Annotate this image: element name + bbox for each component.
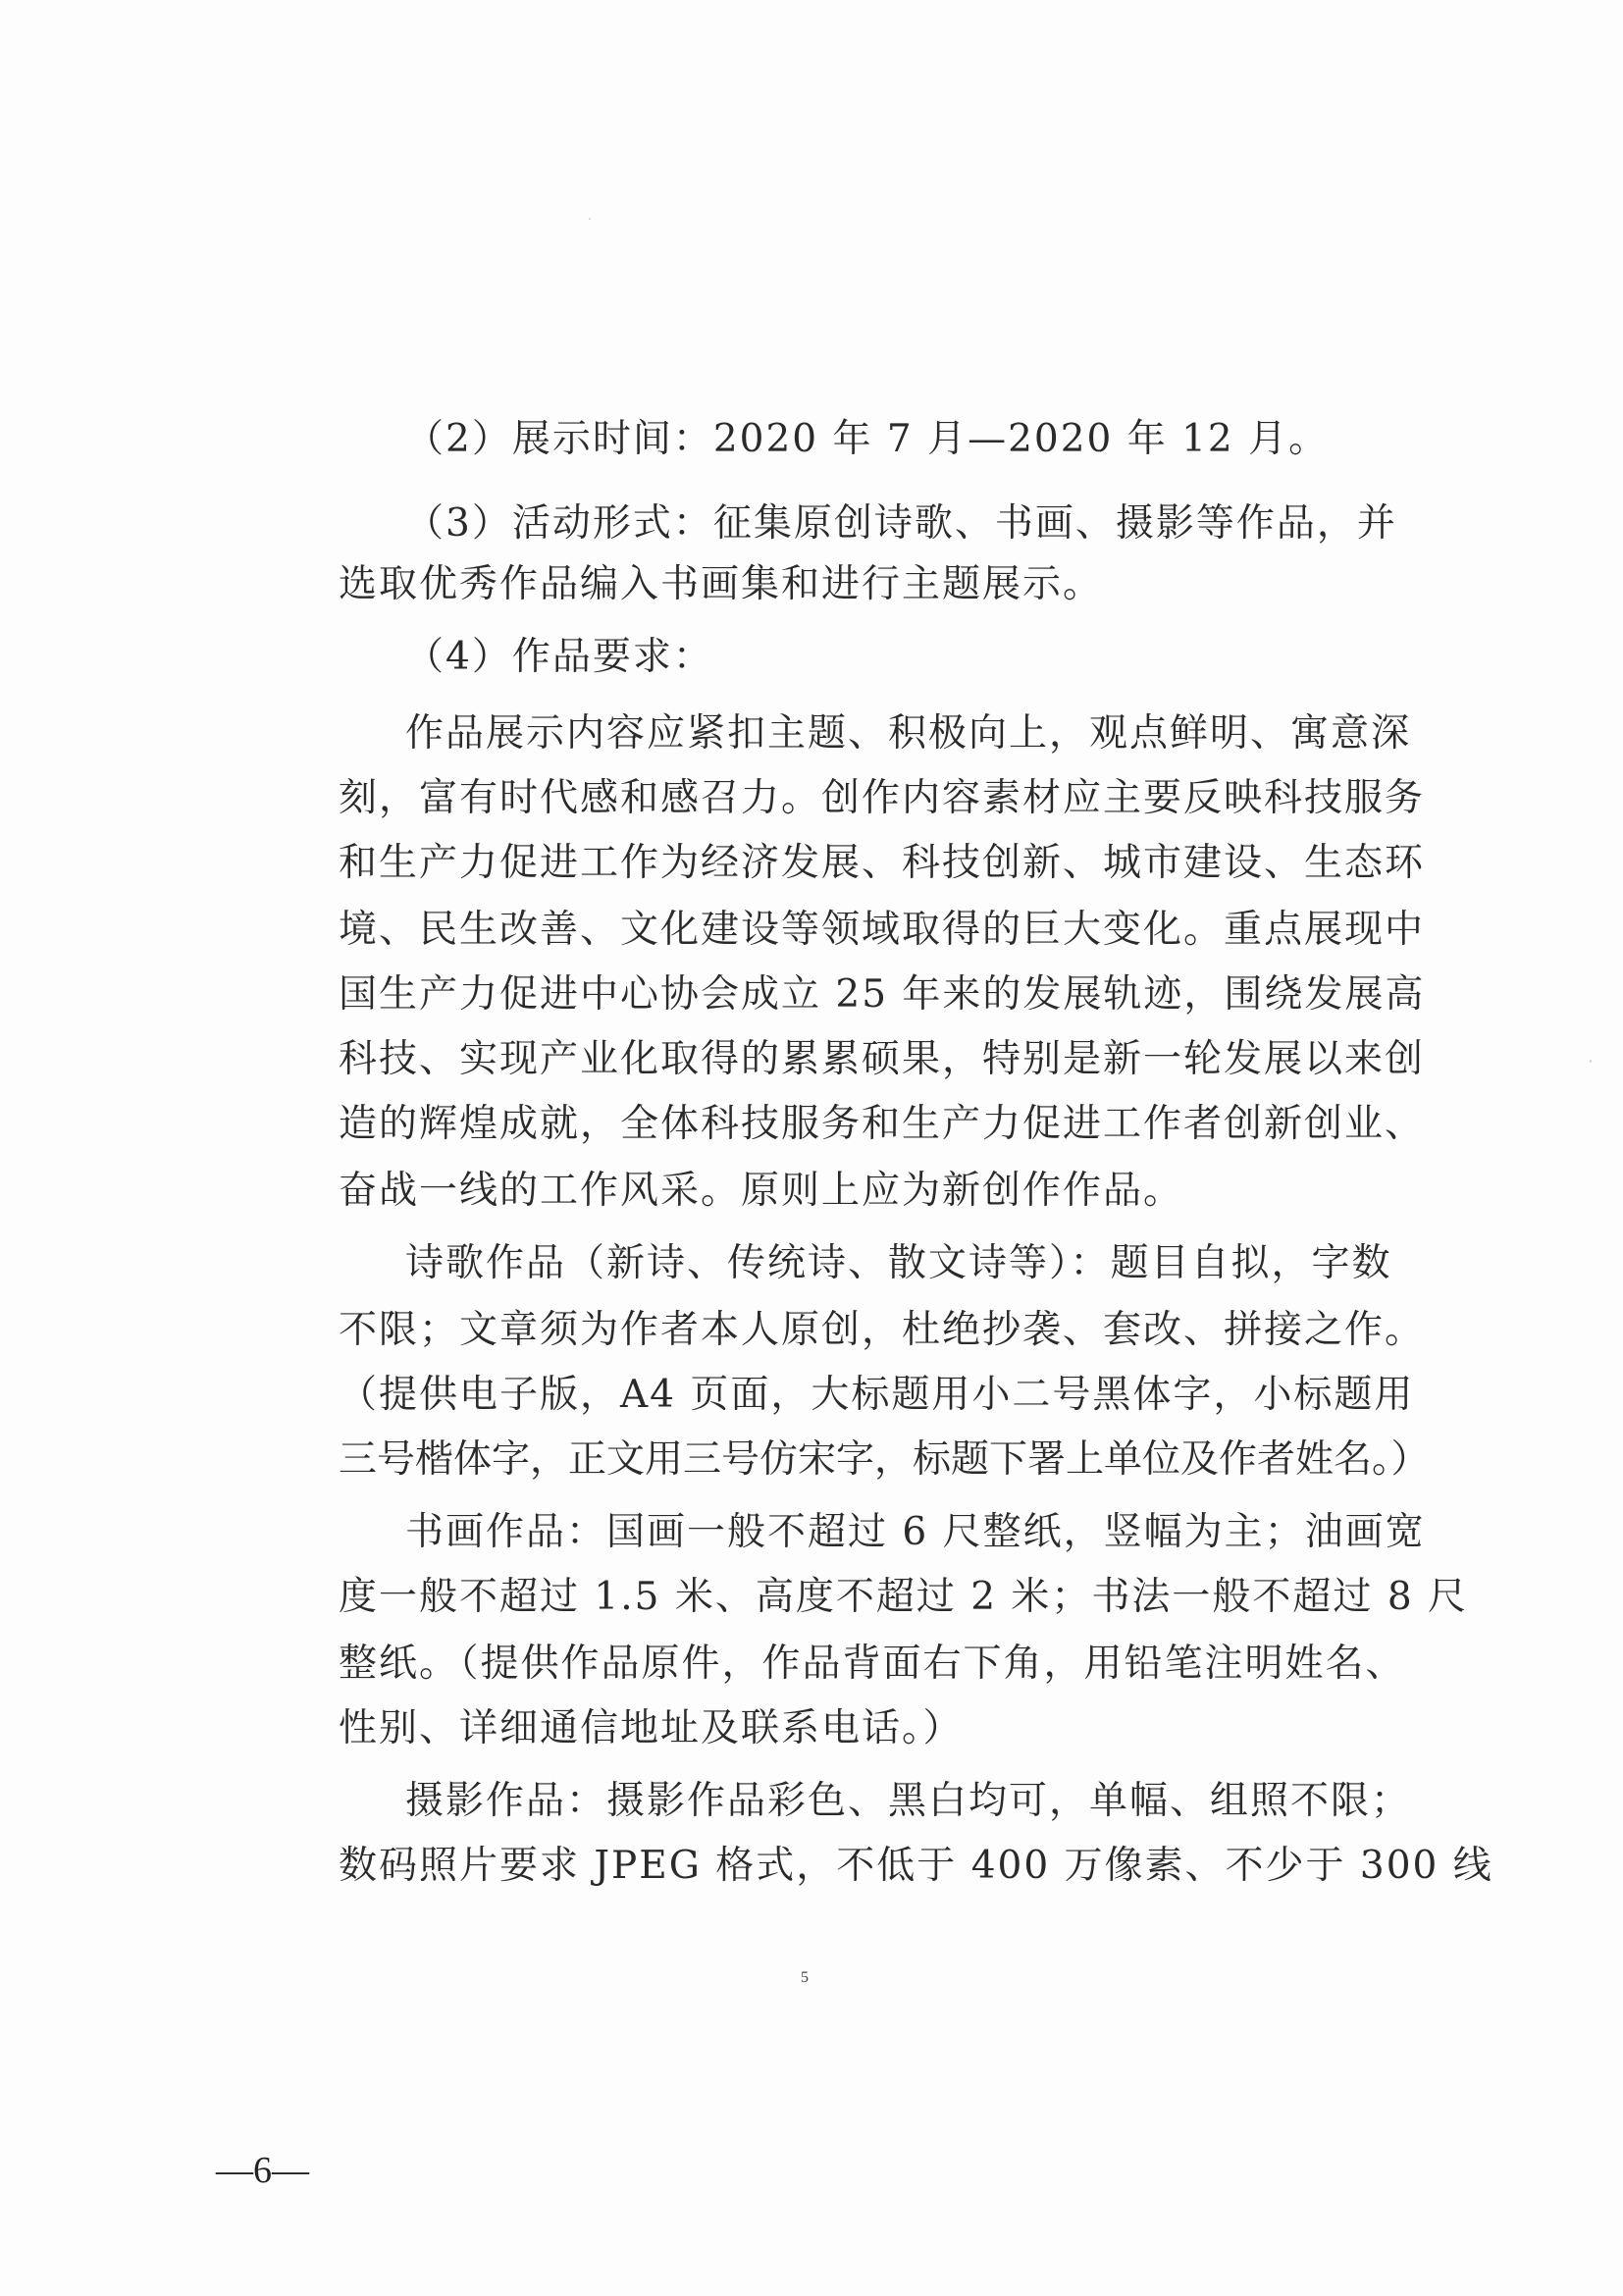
- paragraph-line: 摄影作品：摄影作品彩色、黑白均可，单幅、组照不限；: [405, 1779, 1412, 1823]
- paragraph-line: （4）作品要求：: [405, 635, 713, 679]
- paragraph-line: （提供电子版，A4 页面，大标题用小二号黑体字，小标题用: [339, 1373, 1415, 1417]
- paragraph-line: 三号楷体字，正文用三号仿宋字，标题下署上单位及作者姓名。）: [339, 1437, 1430, 1482]
- scan-speck: [1590, 1060, 1592, 1063]
- outer-page-number: —6—: [216, 2150, 309, 2191]
- paragraph-line: 科技、实现产业化取得的累累硕果，特别是新一轮发展以来创: [339, 1037, 1426, 1081]
- paragraph-line: （2）展示时间：2020 年 7 月—2020 年 12 月。: [405, 417, 1330, 461]
- paragraph-line: 书画作品：国画一般不超过 6 尺整纸，竖幅为主；油画宽: [405, 1510, 1426, 1554]
- paragraph-line: 数码照片要求 JPEG 格式，不低于 400 万像素、不少于 300 线: [339, 1844, 1493, 1888]
- paragraph-line: 性别、详细通信地址及联系电话。）: [339, 1706, 964, 1750]
- paragraph-line: 诗歌作品（新诗、传统诗、散文诗等）：题目自拟，字数: [405, 1241, 1392, 1285]
- paragraph-line: 选取优秀作品编入书画集和进行主题展示。: [339, 562, 1104, 606]
- paragraph-line: 造的辉煌成就，全体科技服务和生产力促进工作者创新创业、: [339, 1102, 1426, 1146]
- paragraph-line: 境、民生改善、文化建设等领域取得的巨大变化。重点展现中: [339, 908, 1426, 952]
- paragraph-line: 国生产力促进中心协会成立 25 年来的发展轨迹，围绕发展高: [339, 972, 1426, 1017]
- inner-page-number: 5: [801, 1969, 809, 1986]
- paragraph-line: 整纸。（提供作品原件，作品背面右下角，用铅笔注明姓名、: [339, 1642, 1406, 1686]
- paragraph-line: 不限；文章须为作者本人原创，杜绝抄袭、套改、拼接之作。: [339, 1308, 1426, 1352]
- paragraph-line: 作品展示内容应紧扣主题、积极向上，观点鲜明、寓意深: [405, 711, 1412, 756]
- paragraph-line: 刻，富有时代感和感召力。创作内容素材应主要反映科技服务: [339, 776, 1426, 820]
- paragraph-line: 和生产力促进工作为经济发展、科技创新、城市建设、生态环: [339, 841, 1426, 885]
- scan-speck: [589, 218, 591, 220]
- paragraph-line: 奋战一线的工作风采。原则上应为新创作作品。: [339, 1169, 1184, 1213]
- paragraph-line: 度一般不超过 1.5 米、高度不超过 2 米；书法一般不超过 8 尺: [339, 1575, 1469, 1619]
- paragraph-line: （3）活动形式：征集原创诗歌、书画、摄影等作品，并: [405, 501, 1397, 546]
